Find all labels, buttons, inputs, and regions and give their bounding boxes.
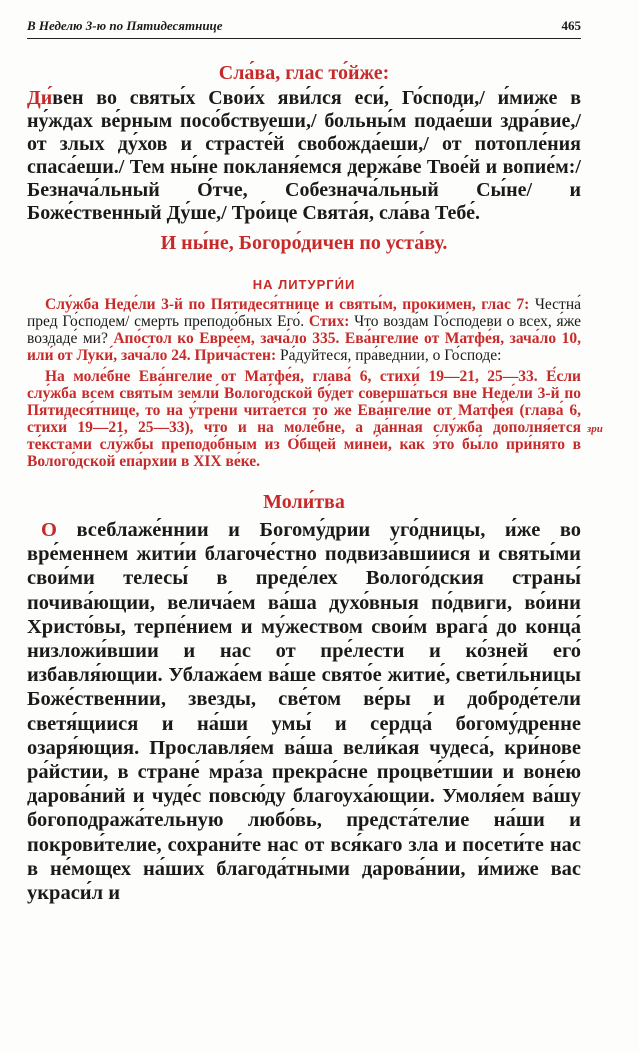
liturgy-rubric-1 [27, 296, 581, 364]
rubric-red-1: Слу́жба Неде́ли 3-й по Пятидеся́тнице и святы́м, прокимен, глас 7: [45, 296, 530, 313]
prichasten-text: Ра́дуйтеся, пра́веднии, о Го́споде: [280, 347, 502, 364]
slava-text [27, 87, 581, 225]
slava-drop-letter: Ди́ [27, 87, 53, 109]
rubric-stikh-label: Стих: [308, 313, 350, 330]
running-header [27, 18, 581, 39]
molitva-text [27, 518, 581, 905]
book-page [27, 18, 581, 905]
i-nyne-heading: И ны́не, Богоро́дичен по уста́ву. [160, 232, 448, 254]
molitva-heading: Моли́тва [263, 491, 345, 513]
liturgy-title: НА ЛИТУРГИ́И [252, 277, 356, 292]
slava-body: вен во святы́х Свои́х яви́лся еси́, Го́споди,/ и́миже в ну́ждах ве́рным посо́бствуеши,/ больны́м подае́ши здра́вие,/ от злых ду́хов и страсте́й свобожда́еши,/ от потопле́ния спаса́еши./ Тем ны́не покланя́емся держа́ве Твое́й и вопие́м:/ Безнача́льный О́тче, Собезнача́льный Сы́не/ и Боже́ственный Ду́ше,/ Тро́ице Свята́я, сла́ва Тебе́. [27, 87, 581, 224]
prokimen-text: Честна́ пред Го́сподем/ смерть преподо́бных Его́. [27, 296, 581, 330]
molitva-drop-letter: О [41, 519, 57, 541]
liturgy-rubric-2: На моле́бне Ева́нгелие от Матфе́я, глава́ 6, стихи́ 19—21, 25—33. Е́сли слу́жба всем святы́м земли́ Волого́дской бу́дет соверша́ться вне Неде́ли 3-й по Пятидеся́тнице, то на у́трени чита́ется то же Ева́нгелие от Матфе́я (глава́ 6, стихи́ 19—21, 25—33), что и на моле́бне, а да́нная слу́жба дополня́ется те́кстами слу́жбы преподо́бным из О́бщей мине́и, как э́то бы́ло при́нято в Волого́дской епа́рхии в XIX ве́ке. [27, 368, 581, 470]
molitva-body: всеблаже́ннии и Богому́дрии уго́дницы, и́же во вре́меннем жити́и благоче́стно подвиза́вшиися и святы́ми свои́ми телесы́ в преде́лех Волого́дския страны́ почива́ющии, велича́ем ва́ша духо́вныя по́двиги, во́ини Христо́вы, терпе́нием и му́жеством свои́м врага́ до конца́ низложи́вшии и нас от пре́лести и ко́зней его́ избавля́ющии. Ублажа́ем ва́ше свято́е житие́, свети́льницы Боже́ственнии, звезды, све́том ве́ры и доброде́тели светя́щиися и на́ши умы́ и сердца́ богому́дренне озаря́ющия. Прославля́ем ва́ша вели́кая чудеса́, кри́нове ра́йстии, в стране́ мра́за прекра́сне процве́тшии и воне́ю дарова́ний и чуде́с повсю́ду благоуха́ющии. Умоля́ем ва́шу богоподража́тельную любо́вь, предста́телие на́ши и покрови́телие, сохрани́те нас от вся́каго зла и посети́те нас в не́мощех на́ших благода́тными дарова́нии, и́миже вас украси́л и [27, 519, 582, 905]
rubric-readings: Апо́стол ко Евре́ем, зача́ло 335. Ева́нгелие от Матфе́я, зача́ло 10, или́ от Луки́, зача́ло 24. Прича́стен: [27, 330, 581, 364]
running-title: В Неделю 3-ю по Пятидесятнице [27, 18, 223, 33]
stikh-text: Что возда́м Го́сподеви о всех, я́же воздаде́ ми? [27, 313, 581, 347]
margin-note: зри [587, 423, 603, 435]
slava-heading: Сла́ва, глас то́йже: [218, 62, 390, 84]
page-number: 465 [561, 18, 581, 33]
